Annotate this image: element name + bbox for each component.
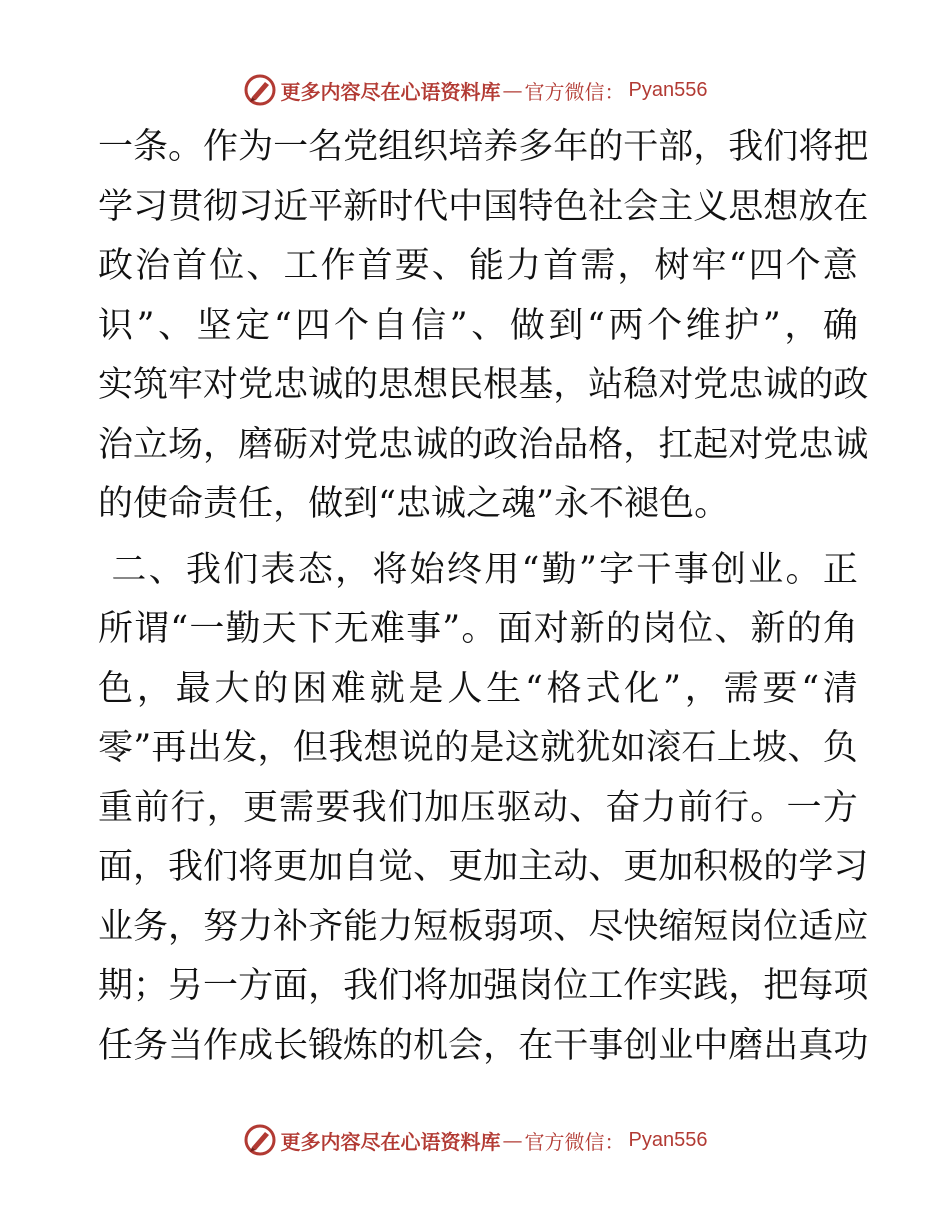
header-watermark-banner: [0, 70, 950, 110]
text-line: 重 前 行 ， 更 需 要 我 们 加 压 驱 动 、 奋 力 前 行 。 一 方: [98, 787, 858, 828]
text-line: 面 ， 我 们 将 更 加 自 觉 、 更 加 主 动 、 更 加 积 极 的 学 习: [98, 847, 869, 887]
footer-watermark-banner: [0, 1120, 950, 1160]
pen-logo-icon: [243, 1123, 277, 1157]
text-line: 识 ” 、 坚 定 “ 四 个 自 信 ” 、 做 到 “ 两 个 维 护 ” ， 确: [98, 305, 858, 346]
text-line: 学 习 贯 彻 习 近 平 新 时 代 中 国 特 色 社 会 主 义 思 想 放 在: [98, 186, 869, 227]
text-line: 色 ， 最 大 的 困 难 就 是 人 生 “ 格 式 化 ” ， 需 要 “ 清: [98, 668, 858, 709]
header-separator: —: [502, 78, 523, 102]
text-line: 所 谓 “ 一 勤 天 下 无 难 事 ” 。 面 对 新 的 岗 位 、 新 的 角: [98, 609, 858, 649]
paragraph-2: [98, 541, 869, 1077]
text-line: 政 治 首 位 、 工 作 首 要 、 能 力 首 需 ， 树 牢 “ 四 个 意: [98, 246, 858, 286]
header-wechat-label: 官方微信：: [524, 79, 625, 104]
text-line: 的 使 命 责 任 ， 做 到 “ 忠 诚 之 魂 ” 永 不 褪 色 。: [98, 484, 730, 524]
header-wechat-id: Pyan556: [628, 78, 708, 101]
footer-site-text: 更多内容尽在心语资料库: [280, 1129, 501, 1154]
header-site-text: 更多内容尽在心语资料库: [280, 79, 501, 104]
text-line: 二 、 我 们 表 态 ， 将 始 终 用 “ 勤 ” 字 干 事 创 业 。 正: [111, 549, 858, 590]
pen-logo-icon: [243, 73, 277, 107]
text-line: 零 ” 再 出 发 ， 但 我 想 说 的 是 这 就 犹 如 滚 石 上 坡 、 负: [98, 728, 858, 768]
text-line: 业 务 ， 努 力 补 齐 能 力 短 板 弱 项 、 尽 快 缩 短 岗 位 适 应: [98, 906, 869, 947]
text-line: 一 条 。 作 为 一 名 党 组 织 培 养 多 年 的 干 部 ， 我 们 将 把: [98, 127, 869, 167]
document-body: [98, 118, 869, 1076]
footer-wechat-id: Pyan556: [628, 1128, 708, 1151]
text-line: 任 务 当 作 成 长 锻 炼 的 机 会 ， 在 干 事 创 业 中 磨 出 真 功: [98, 1025, 869, 1066]
paragraph-1: [98, 118, 869, 535]
text-line: 期 ； 另 一 方 面 ， 我 们 将 加 强 岗 位 工 作 实 践 ， 把 每 项: [98, 966, 869, 1006]
footer-separator: —: [502, 1128, 523, 1152]
text-line: 实 筑 牢 对 党 忠 诚 的 思 想 民 根 基 ， 站 稳 对 党 忠 诚 的 政: [98, 365, 869, 405]
text-line: 治 立 场 ， 磨 砺 对 党 忠 诚 的 政 治 品 格 ， 扛 起 对 党 忠 诚: [98, 424, 869, 465]
footer-wechat-label: 官方微信：: [524, 1129, 625, 1154]
